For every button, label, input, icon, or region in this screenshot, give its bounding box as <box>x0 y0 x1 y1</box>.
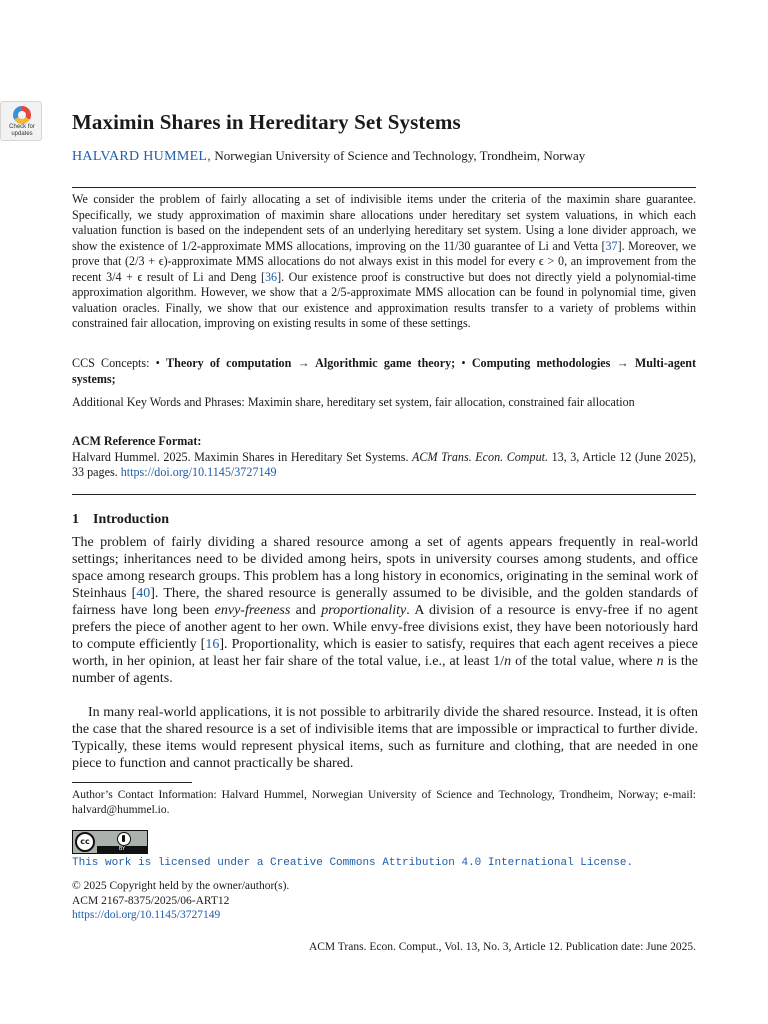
author-affiliation: Norwegian University of Science and Technology, Trondheim, Norway <box>214 148 586 163</box>
ccs-concepts: CCS Concepts: • Theory of computation → Algorithmic game theory; • Computing methodologies → Multi-agent systems; <box>72 356 696 386</box>
author-line <box>72 148 585 165</box>
ref-37-link[interactable]: 37 <box>605 238 618 253</box>
paper-title: Maximin Shares in Hereditary Set Systems <box>72 110 461 134</box>
issn: ACM 2167-8375/2025/06-ART12 <box>72 895 230 907</box>
top-rule <box>72 187 696 188</box>
license-link[interactable]: This work is licensed under a Creative Commons Attribution 4.0 International License. <box>72 857 634 869</box>
check-for-updates-badge[interactable] <box>0 101 42 141</box>
abstract: We consider the problem of fairly allocating a set of indivisible items under the criteria of the maximin share guarantee. Specifically, we study approximation of maximin share allocations under hereditary set system valuations, in which each valuation function is based on the independent sets of an underlying hereditary set system. Using a lone divider approach, we show the existence of 1/2-approximate MMS allocations, improving on the 11/30 guarantee of Li and Vetta [37]. Moreover, we prove that (2/3 + ϵ)-approximate MMS allocations do not always exist in this model for every ϵ > 0, an improvement from the recent 3/4 + ϵ result of Li and Deng [36]. Our existence proof is constructive but does not directly yield a polynomial-time approximation algorithm. However, we show that a 2/5-approximate MMS allocation can be found in polynomial time, given valuation oracles. Finally, we show that our existence and approximation results transfer to a variety of problems within constrained fair allocation, improving on existing results in some of these settings. <box>72 192 696 330</box>
keywords: Additional Key Words and Phrases: Maximin share, hereditary set system, fair allocation, constrained fair allocation <box>72 395 635 409</box>
page-footer: ACM Trans. Econ. Comput., Vol. 13, No. 3, Article 12. Publication date: June 2025. <box>308 941 696 953</box>
ref-36-link[interactable]: 36 <box>264 269 278 284</box>
reference-heading: ACM Reference Format: <box>72 434 202 448</box>
reference-doi-link[interactable]: https://doi.org/10.1145/3727149 <box>120 465 277 479</box>
footnote-rule <box>72 782 192 783</box>
acm-reference: ACM Reference Format: Halvard Hummel. 2025. Maximin Shares in Hereditary Set Systems. ACM Trans. Econ. Comput. 13, 3, Article 12 (June 2025), 33 pages. https://doi.org/10.1145/3727149 <box>72 434 697 479</box>
crossmark-icon <box>13 106 31 124</box>
ref-40-link[interactable]: 40 <box>136 586 151 601</box>
intro-paragraph-1: The problem of fairly dividing a shared resource among a set of agents appears frequently in real-world settings; inheritances need to be divided among heirs, spots in university courses among students, and office space among research groups. This problem has a long history in economics, originating in the seminal work of Steinhaus [40]. There, the shared resource is generally assumed to be divisible, and the golden standards of fairness have long been envy-freeness and proportionality. A division of a resource is envy-free if no agent prefers the piece of another agent to her own. While envy-free divisions exist, they have been notoriously hard to compute efficiently [16]. Proportionality, which is easier to satisfy, requires that each agent receives a piece worth, in her opinion, at least her fair share of the total value, i.e., at least 1/n of the total value, where n is the number of agents. <box>72 535 699 686</box>
badge-text: Check for updates <box>9 124 35 137</box>
section-number: 1 <box>72 512 79 527</box>
intro-paragraph-2: In many real-world applications, it is not possible to arbitrarily divide the shared resource. Instead, it is often the case that the shared resource is a set of indivisible items that are impossible or impractical to further divide. Typically, these items would represent physical items, such as furniture and clothing, that are needed in one piece to function and cannot practically be shared. <box>72 705 698 771</box>
person-icon <box>117 832 131 846</box>
doi-link[interactable]: https://doi.org/10.1145/3727149 <box>72 909 221 921</box>
abstract-bottom-rule <box>72 494 696 495</box>
copyright: © 2025 Copyright held by the owner/author(s). <box>72 880 290 892</box>
cc-icon: cc <box>75 832 95 852</box>
cc-by-license-badge[interactable] <box>72 830 148 854</box>
contact-info: Author’s Contact Information: Halvard Hummel, Norwegian University of Science and Technology, Trondheim, Norway; e-mail: halvard@hummel.io. <box>72 789 696 816</box>
by-label: BY <box>97 846 147 853</box>
ref-16-link[interactable]: 16 <box>205 637 220 652</box>
section-heading <box>72 512 169 528</box>
author-name[interactable]: HALVARD HUMMEL, <box>72 149 212 164</box>
section-title: Introduction <box>93 512 169 527</box>
